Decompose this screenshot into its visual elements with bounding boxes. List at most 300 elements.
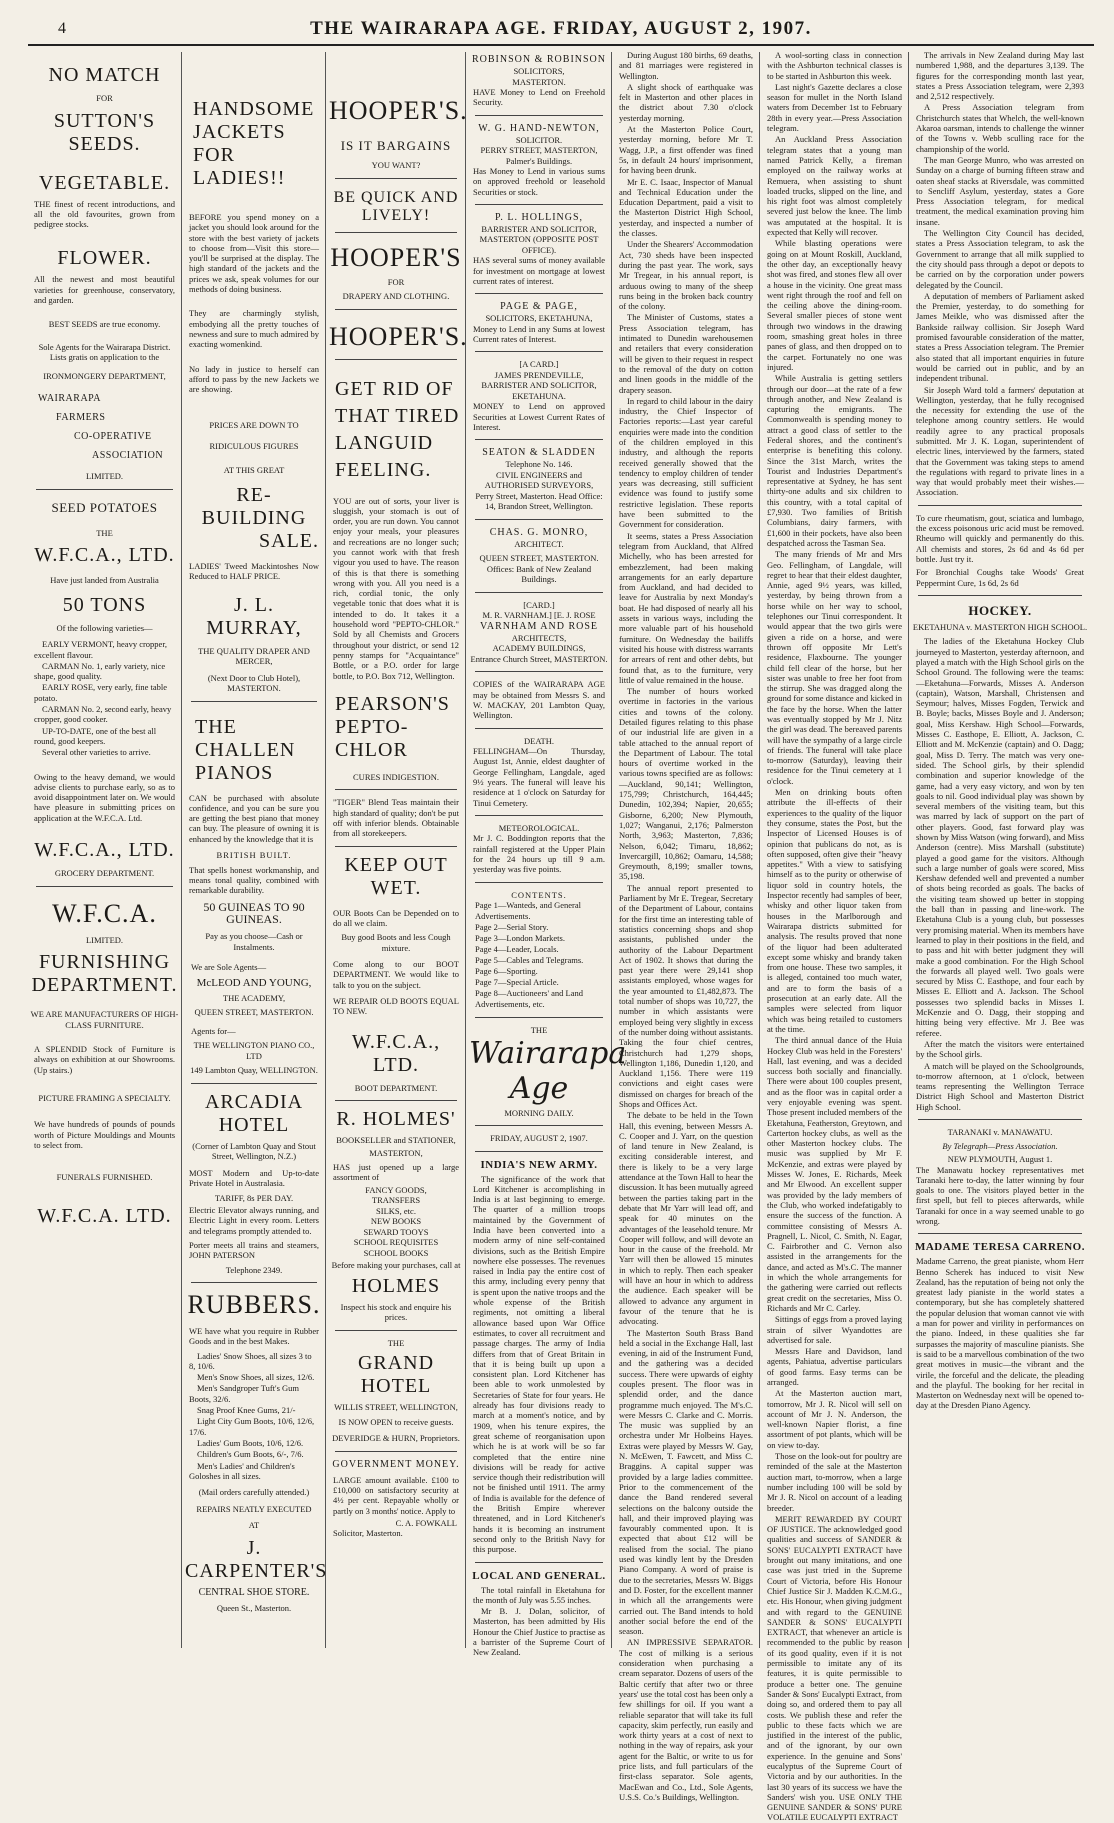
list-item: Men's Snow Shoes, all sizes, 12/6. — [197, 1372, 315, 1383]
ad-heading: J. CARPENTER'S — [185, 1536, 328, 1582]
article-paragraph: The total rainfall in Eketahuna for the month of July was 5.55 inches. — [473, 1584, 605, 1605]
ad-heading: W.F.C.A., LTD. — [34, 839, 175, 862]
divider — [475, 728, 603, 729]
article-paragraph: During August 180 births, 69 deaths, and 81 marriages were registered in Wellington. — [619, 50, 753, 81]
ad-text: HAS just opened up a large assortment of — [333, 1162, 459, 1183]
list-item: Snag Proof Knee Gums, 21/- — [197, 1405, 296, 1416]
hockey-article — [916, 636, 1084, 1112]
newspaper-title: THE WAIRARAPA AGE. FRIDAY, AUGUST 2, 1907. — [310, 18, 812, 39]
ad-text: DRAPERY AND CLOTHING. — [342, 291, 450, 301]
list-item: Page 4—Leader, Locals. — [475, 944, 559, 955]
column-rule — [465, 52, 466, 1648]
divider — [918, 1233, 1082, 1234]
section-heading: METEOROLOGICAL. — [498, 822, 580, 833]
ad-heading: J. L. MURRAY, — [206, 593, 302, 639]
article-paragraph: The ladies of the Eketahuna Hockey Club journeyed to Masterton, yesterday afternoon, and played a match with the High School girls on the School Ground. The following were the teams:—Eketahuna—Forwards, Misses A. Anderson (captain), Watson, Marshall, Christensen and Seymour; halves, Misses Fogden, Terwick and B. Boyle; backs, Misses Boyle and J. Anderson; goal, Miss Kershaw. High School—Forwards, Misses C. Easthope, E. Elliott, A. Jackson, C. Elliott and M. McKenzie (captain) and O. Dagg; goal, Miss D. Terry. The match was very one-sided. The School girls, by their splendid combination and superior knowledge of the game, had a very easy victory, and won by ten goals to nil. Good individual play was shown by several members of the visiting team, but this was marred by lack of support on the part of other players. Good, fast forward play was shown by Miss Watson (wing forward), and Miss Anderson (centre). Miss Marshall (substitute) played a good game for the visitors. Although such a large number of goals were scored, Miss Kershaw defended well and prevented a number of shots being recorded as goals. The backs of the visiting team showed up better in stopping the ball than in passing and line-work. The Eketahuna Club is a young club, but possesses very promising material. When its members have learned to play in their positions in the field, and to pass and hit with better judgment they will make a good combination. For the High School the forwards all played well. Two goals were secured by Miss C. Easthope, and four each by Misses E. Elliott and A. Jackson. The School possesses two splendid backs in Misses I. McKenzie and O. Dagg, their stopping and hitting being very effective. Mr J. Bee was referee. — [916, 636, 1084, 1038]
ad-text: We have hundreds of pounds of pounds worth of Picture Mouldings and Mounts to select from. — [34, 1119, 175, 1151]
government-money-ad — [329, 1459, 463, 1539]
ad-text: TARIFF, 8s PER DAY. — [214, 1192, 294, 1203]
ad-heading: SUTTON'S SEEDS. — [53, 109, 156, 155]
column-5 — [615, 50, 757, 1802]
article-paragraph: The Wellington City Council has decided, states a Press Association telegram, to ask the Government to arrange that all milk supplied to the city should pass through a depot or depots to be carried on by the corporation under powers delegated by the Council. — [916, 228, 1084, 290]
cough-cure-ad: For Bronchial Coughs take Woods' Great Peppermint Cure, 1s 6d, 2s 6d — [916, 567, 1084, 588]
section-heading: DEATH. — [524, 735, 554, 746]
masthead — [28, 18, 1094, 46]
ad-text: SOLICITOR. — [515, 134, 563, 145]
ad-text: AT THIS GREAT — [223, 465, 285, 476]
divider — [335, 178, 457, 179]
article-paragraph: Mr E. C. Isaac, Inspector of Manual and Technical Education under the Education Department, paid a visit to the Masterton District High School, yesterday, and inspected a number of the classes. — [619, 176, 753, 239]
logo-text: FARMERS — [56, 412, 106, 424]
column-1 — [30, 50, 179, 1650]
ad-text: Have just landed from Australia — [50, 575, 159, 586]
ad-text: THE — [96, 527, 113, 538]
ad-text: (Corner of Lambton Quay and Stout Street, Wellington, N.Z.) — [192, 1140, 316, 1162]
ad-text: ARCHITECT. — [514, 538, 564, 549]
article-paragraph: A wool-sorting class in connection with the Ashburton technical classes is to be started in Ashburton this week. — [767, 50, 902, 81]
article-paragraph: The many friends of Mr and Mrs Geo. Fellingham, of Langdale, will regret to hear that their eldest daughter, Annie, aged 9½ years, was killed, yesterday, by being thrown from a horse while on her way to school, telephones our Tinui correspondent. It would appear that the two girls were given a ride on a horse, and were thrown off opposite Mr Lett's residence, Flaxbourne. The younger child fell clear of the horse, but her sister was unable to free her foot from the stirrup. She was dragged along the ground for some distance and kicked in the face by the horse. When the latter was eventually stopped by Mr J. Nitz the girl was dead. The bereaved parents will have the sympathy of a large circle of friends. The funeral will take place to-morrow (Saturday), leaving their residence for the Tinui cemetery at 1 o'clock. — [767, 549, 902, 786]
article-byline: By Telegraph—Press Association. — [942, 1140, 1058, 1151]
ad-heading: FURNISHING DEPARTMENT. — [31, 951, 178, 997]
divider — [335, 846, 457, 847]
ad-text: C. A. FOWKALL — [395, 1517, 457, 1528]
article-text: Mr J. C. Boddington reports that the rainfall registered at the Upper Plain for the 24 hours up till 9 a.m. yesterday was five points. — [473, 833, 605, 875]
divider — [918, 505, 1082, 506]
divider — [475, 592, 603, 593]
ad-text: THE — [387, 1337, 405, 1348]
article-paragraph: An Auckland Press Association telegram states that a young man named Patrick Kelly, a fireman employed on the railway works at Remuera, when assisting to shunt loaded trucks, slipped on the line, and his right foot was almost completely severed just below the knee. The limb was amputated at the hospital. It is expected that Kelly will recover. — [767, 134, 902, 238]
ad-text: [A CARD.] — [519, 359, 559, 370]
challen-pianos-ad — [185, 716, 323, 785]
jackets-ad — [185, 98, 323, 190]
list-item: SCHOOL BOOKS — [363, 1247, 429, 1258]
local-news-continued — [916, 50, 1084, 498]
divider — [335, 1330, 457, 1331]
ad-text: FOR — [387, 276, 405, 287]
ad-text: OUR Boots Can be Depended on to do all we claim. — [333, 907, 459, 928]
ad-text: YOU are out of sorts, your liver is sluggish, your stomach is out of order, you are run down. You cannot enjoy your meals, your pleasures and recreations are no longer such; you cannot work with that fresh vigour you used to have. The reason of this is that there is something wrong with you. All you need is a rich, cordial tonic, the only vegetable tonic that does what it is intended to do. It takes it a household word "PEPTO-CHLOR." Sold by all Chemists and Grocers throughout your district, or send 12 penny stamps for "Acquaintance" Bottle, or a P.O. order for large bottle, to P.O. Box 712, Wellington. — [333, 495, 459, 681]
divider — [475, 671, 603, 672]
ad-text: FUNERALS FURNISHED. — [56, 1172, 153, 1183]
piano-details — [185, 850, 323, 1076]
article-paragraph: After the match the visitors were entertained by the School girls. — [916, 1038, 1084, 1060]
ad-text: CENTRAL SHOE STORE. — [198, 1586, 310, 1598]
wfca-logo — [30, 393, 179, 461]
logo-text: WAIRARAPA — [38, 393, 102, 405]
ad-text: THE ACADEMY, — [222, 992, 286, 1003]
ad-heading: W.F.C.A. LTD. — [37, 1204, 172, 1227]
keep-out-wet-ad — [329, 854, 463, 1094]
ad-heading: THE — [195, 715, 237, 738]
article-heading: TARANAKI v. MANAWATU. — [947, 1127, 1053, 1137]
local-news — [473, 1585, 605, 1658]
ad-text: No lady in justice to herself can afford to pass by the new Jackets we are showing. — [189, 363, 319, 395]
article-paragraph: Madame Carreno, the great pianiste, whom Herr Benno Scherek has induced to visit New Zealand, has the reputation of being not only the greatest lady pianiste in the world states a contemporary, but she has completely shattered the popular delusion that woman cannot vie with a man for power and virility in performances on the piano. Indeed, in these qualities she far surpasses the majority of masculine pianists. She is said to be a marvellous combination of the two great motives in music—the vibrant and the virile, the forceful and the delicate, the pleading and the playful. The booking for her recital in Masterton on Wednesday next will be opened to-day at the Dresden Piano Agency. — [916, 1256, 1084, 1411]
ad-text: Owing to the heavy demand, we would advise clients to purchase early, so as to avoid disappointment later on. We would have pleasure in submitting prices on application at the W.F.C.A. Ltd. — [34, 771, 175, 823]
article-paragraph: The significance of the work that Lord Kitchener is accomplishing in India is at last beginning to emerge. The quarter of a million troops maintained by the Government of India have been converted into a modern army of nine self-contained divisions, such as the British Empire nowhere else possesses. The revenues raised in India pay the entire cost of this army, including every penny that is spent upon the native troops and the whole expense of the British regiments, not omitting a liberal allowance based upon War Office estimates, to cover all recruitment and passage charges. The army of India differs from that of Great Britain in that it is being built up upon a consistent plan. Lord Kitchener has been able to work unmolested by Secretaries of State for four years. He already has four divisions ready to march at a moment's notice, and by 1909, when his tenure expires, the great scheme of reorganisation upon which he is at work will be so far completed that the entire nine divisions will be ready for active service though their redistribution will not be finished until 1911. The army of India is available for the defence of the British Empire wherever threatened, and in Lord Kitchener's hands it is becoming an instrument second only to the British Navy for this purpose. — [473, 1173, 605, 1555]
article-paragraph: The annual report presented to Parliament by Mr E. Tregear, Secretary of the Department of Labour, contains for the first time an interesting table of statistics concerning shops and shop assistants, published under the authority of the Labour Department Act of 1902. It shows that during the past year there were 29,141 shop assistants employed, whose wages for the year amounted to £1,482,873. The total number of shops was 10,727, the number in which assistants were employed being very slightly in excess of the number doing without assistants. Taking the four chief centres, Christchurch had 1,279 shops, Wellington 1,186, Dunedin 1,120, and Auckland 1,156. There were 119 convictions and eight cases were dismissed on charges for breach of the Shops and Offices Act. — [619, 882, 753, 1109]
list-item: Page 2—Serial Story. — [475, 922, 549, 933]
article-paragraph: A Press Association telegram from Christchurch states that Whelch, the well-known Akaroa oarsman, intends to challenge the winner of the Towns v. Webb sculling race for the championship of the world. — [916, 102, 1084, 154]
ad-text: HAVE Money to Lend on Freehold Security. — [473, 87, 605, 108]
list-item: Page 7—Special Article. — [475, 977, 559, 988]
ad-heading: CHAS. G. MONRO, — [489, 526, 589, 538]
column-4 — [469, 50, 627, 1658]
ad-heading: LADIES!! — [193, 167, 286, 189]
ad-text: Telephone No. 146. — [505, 459, 573, 470]
list-item: EARLY ROSE, very early, fine table potato. — [34, 682, 168, 703]
list-item: SCHOOL REQUISITES — [353, 1237, 439, 1248]
rubber-price-list — [189, 1351, 319, 1482]
ad-text: YOU WANT? — [371, 160, 421, 170]
ad-heading: JACKETS — [193, 121, 286, 143]
article-paragraph: MERIT REWARDED BY COURT OF JUSTICE. The acknowledged good qualities and success of SANDER & SONS' EUCALYPTI EXTRACT have brought out many imitations, and one case was just tried in the Supreme Court of Victoria, before His Honour Chief Justice Sir J. Madden K.C.M.G., etc. His Honour, when giving judgment and with regard to the GENUINE SANDER & SONS' EUCALYPTI EXTRACT, that whenever an article is recommended to the public by reason of its good quality, even if it is not permissible to imitate any of its features, it is quite permissible to produce a better one. The genuine Sander & Sons' Eucalypti Extract, from doing so, and ordered them to pay all costs. We publish these and refer the public to these facts which we are justified in the interest of the public, and of the ignorant, by our own experience. In the genuine and Sons' eucalyptus of the Supreme Court of Victoria and by our authorities. In the last 30 years of its success we have the Sanders' wish you. USE ONLY THE GENUINE SANDER & SONS' PURE VOLATILE EUCALYPTI EXTRACT — [767, 1513, 902, 1823]
ad-text: (Next Door to Club Hotel), MASTERTON. — [207, 672, 301, 694]
ad-text: GROCERY DEPARTMENT. — [54, 868, 155, 879]
ad-heading: HOOPER'S. — [329, 96, 468, 125]
ad-heading: JAMES PRENDEVILLE, — [494, 369, 584, 380]
divider — [475, 815, 603, 816]
local-news-continued — [619, 50, 753, 1802]
list-item: CARMAN No. 1, early variety, nice shape, good quality. — [34, 660, 166, 682]
pepto-chlor-ad — [329, 376, 463, 783]
tiger-tea-ad: "TIGER" Blend Teas maintain their high standard of quality; don't be put off with inferior blends. Obtainable from all storekeepers. — [333, 797, 459, 839]
ad-heading: 50 TONS — [62, 593, 147, 616]
ad-text: FOR — [96, 93, 113, 103]
ad-text: CURES INDIGESTION. — [353, 771, 439, 782]
ad-text: Has Money to Lend in various sums on approved freehold or leasehold Securities or stock. — [473, 166, 605, 197]
list-item: Men's Ladies' and Children's Goloshes in all sizes. — [189, 1460, 295, 1481]
ad-text: Inspect his stock and enquire his prices. — [340, 1301, 452, 1323]
rebuilding-sale-ad — [185, 420, 323, 693]
divider — [475, 439, 603, 440]
list-item: Ladies' Snow Shoes, all sizes 3 to 8, 10/6. — [189, 1350, 312, 1371]
ad-text: Of the following varieties— — [56, 622, 153, 633]
divider — [475, 1562, 603, 1563]
list-item: Children's Gum Boots, 6/-, 7/6. — [197, 1449, 304, 1460]
ad-text: SOLICITORS, EKETAHUNA, — [485, 313, 593, 324]
remedy-ad: To cure rheumatism, gout, sciatica and lumbago, the excess poisonous uric acid must be removed. Rheumo will quickly and permanently do this. All chemists and stores, 2s 6d and 4s 6d per bottle. Just try it. — [916, 512, 1084, 564]
ad-text: IRONMONGERY DEPARTMENT, — [43, 370, 166, 381]
article-subheading: EKETAHUNA v. MASTERTON HIGH SCHOOL. — [912, 621, 1088, 632]
ad-heading: KEEP OUT WET. — [344, 853, 448, 899]
ad-text: Pay as you choose—Cash or Instalments. — [205, 931, 303, 952]
ad-text: Money to Lend in any Sums at lowest Current rates of Interest. — [473, 323, 605, 345]
india-article — [473, 1174, 605, 1555]
ad-text: Entrance Church Street, MASTERTON. — [470, 653, 608, 664]
ad-heading: W. G. HAND-NEWTON, — [478, 122, 600, 134]
ad-text: HAS several sums of money available for investment on mortgage at lowest current rates of interest. — [473, 255, 605, 287]
divider — [918, 595, 1082, 596]
divider — [335, 232, 457, 233]
ad-text: BEFORE you spend money on a jacket you should look around for the store with the best variety of jackets to choose from—Visit this store—you'll be surprised at the display. The high standard of the jackets and the prices we ask, speak volumes for our methods of doing business. — [189, 212, 319, 295]
ad-heading: SEATON & SLADDEN — [482, 447, 596, 459]
ad-heading: R. HOLMES' — [336, 1108, 456, 1131]
ad-text: WE REPAIR OLD BOOTS EQUAL TO NEW. — [333, 996, 459, 1017]
ad-text: Queen St., Masterton. — [216, 1602, 292, 1613]
list-item: SEWARD TOOYS — [363, 1226, 429, 1237]
ad-text: PRICES ARE DOWN TO — [209, 420, 299, 431]
ad-heading: RUBBERS. — [187, 1290, 321, 1319]
ad-heading: W.F.C.A., LTD. — [34, 544, 175, 567]
ad-text: We are Sole Agents— — [191, 962, 267, 973]
ad-text: QUEEN STREET, MASTERTON. Offices: Bank of New Zealand Buildings. — [479, 553, 599, 585]
ad-heading: IS IT BARGAINS — [340, 138, 452, 153]
article-paragraph: Those on the look-out for poultry are reminded of the sale at the Masterton auction mart, to-morrow, when a large number including 100 will be sold by Mr J. R. Nicol on account of a leading breeder. — [767, 1451, 902, 1513]
ad-text: M. R. VARNHAM.] [E. J. ROSE — [482, 610, 596, 621]
ad-text: AT — [248, 1520, 260, 1531]
ad-text: MASTERTON. — [512, 76, 566, 87]
ad-text: WE ARE MANUFACTURERS OF HIGH-CLASS FURNITURE. — [30, 1009, 179, 1030]
ad-heading: VEGETABLE. — [38, 171, 171, 194]
nameplate-title: Wairarapa Age — [469, 1035, 627, 1106]
section-heading: LOCAL AND GENERAL. — [472, 1569, 606, 1582]
issue-date: FRIDAY, AUGUST 2, 1907. — [490, 1133, 588, 1144]
ad-heading: HANDSOME — [193, 98, 315, 120]
ad-text: BRITISH BUILT. — [216, 850, 292, 861]
logo-text: ASSOCIATION — [92, 450, 164, 462]
column-rule — [611, 52, 612, 1648]
ad-text: Before making your purchases, call at — [331, 1260, 461, 1271]
ad-heading: RE-BUILDING — [201, 483, 307, 529]
divider — [475, 204, 603, 205]
ad-text: DEVERIDGE & HURN, Proprietors. — [332, 1433, 460, 1444]
divider — [335, 359, 457, 360]
divider — [191, 1282, 317, 1283]
article-paragraph: Mr B. J. Dolan, solicitor, of Masterton, has been admitted by His Honour the Chief Justice to practise as a barrister of the Supreme Court of New Zealand. — [473, 1606, 605, 1658]
article-paragraph: The Masterton South Brass Band held a social in the Exchange Hall, last evening, in aid of the Instrument Fund, and the gathering was a decided success. There were upwards of eighty couples present. The floor was in splendid order, and the dance programme much enjoyed. The M's.C. were Messrs C. Clarke and C. Morris. The music was supplied by an orchestra under Mr Holbeins Hayes. Extras were played by Messrs W. Gay, N. McEwen, T. Fawcett, and Miss C. Braggins. A capital supper was provided by a large ladies committee. Prior to the commencement of the dance the Band rendered several selections on the balcony outside the hall, and their improved playing was favourably commented upon. It is expected that about £12 will be realised from the social. The piano used was kindly lent by the Dresden Piano Company. A word of praise is due to the secretaries, Messrs W. Biggs and D. Foster, for the excellent manner in which all the arrangements were carried out. The Band intends to hold another social before the end of the season. — [619, 1327, 753, 1637]
ad-heading: PEARSON'S PEPTO-CHLOR — [335, 692, 450, 761]
ad-text: Electric Elevator always running, and Electric Light in every room. Letters and telegrams promptly attended to. — [189, 1205, 319, 1236]
list-item: FANCY GOODS, — [365, 1184, 427, 1195]
ad-heading: CHALLEN — [195, 738, 296, 761]
ad-text: CIVIL ENGINEERS and AUTHORISED SURVEYORS, — [484, 469, 594, 491]
logo-text: CO-OPERATIVE — [74, 431, 152, 443]
divider — [36, 489, 173, 490]
list-item: Page 1—Wanteds, and General Advertisements. — [475, 900, 582, 922]
ad-heading: GRAND HOTEL — [357, 1352, 435, 1398]
ad-heading: McLEOD AND YOUNG, — [196, 976, 312, 989]
ad-heading: HOOPER'S — [330, 242, 462, 272]
article-paragraph: The Manawatu hockey representatives met Taranaki here to-day, the latter winning by four goals to one. The visitors played better in the first spell, but fell to pieces afterwards, while Taranaki for once in a way seemed unable to go wrong. — [916, 1164, 1084, 1226]
holmes-ad — [329, 1108, 463, 1323]
list-item: EARLY VERMONT, heavy cropper, excellent flavour. — [34, 639, 167, 660]
article-paragraph: AN IMPRESSIVE SEPARATOR. The cost of milking is a serious consideration when purchasing a cream separator. Dozens of users of the Baltic certify that after two or three years' use the total cost has been only a few shillings for oil. If you want a reliable separator that will take its full capacity, skim perfectly, run easily and work thirty years at a cost of next to nothing in the way of repairs, ask your agent for the Baltic, or write to us for price lists, and full particulars of the first-class separator. Sole agents, MacEwan and Co., Ltd., Sole Agents, U.S.S. Co.'s Buildings, Wellington. — [619, 1637, 753, 1802]
ad-heading: NO MATCH — [48, 64, 161, 86]
article-paragraph: A match will be played on the Schoolgrounds, to-morrow afternoon, at 1 o'clock, between teams representing the Wellington Terrace District High School and Masterton District High School. — [916, 1060, 1084, 1112]
ad-text: IS NOW OPEN to receive guests. — [338, 1416, 454, 1427]
article-heading: MADAME TERESA CARRENO. — [914, 1241, 1085, 1254]
divider — [475, 1017, 603, 1018]
ad-text: 149 Lambton Quay, WELLINGTON. — [190, 1065, 318, 1076]
list-item: Page 5—Cables and Telegrams. — [475, 955, 584, 966]
ad-heading: HOLMES — [351, 1274, 441, 1297]
ad-text: Agents for— — [191, 1025, 236, 1036]
ad-text: THE QUALITY DRAPER AND MERCER, — [198, 645, 310, 667]
ad-text: MASTERTON (OPPOSITE POST OFFICE). — [479, 234, 599, 255]
ad-text: (Mail orders carefully attended.) — [198, 1487, 310, 1498]
article-paragraph: Under the Shearers' Accommodation Act, 730 sheds have been inspected during the past year. The work, says Mr Tregear, in his annual report, is arduous owing to many of the sheep runs being in the broken back country of the colony. — [619, 239, 753, 312]
ad-text: QUEEN STREET, MASTERTON. — [194, 1007, 314, 1018]
ad-text: MOST Modern and Up-to-date Private Hotel in Australasia. — [189, 1167, 319, 1189]
article-paragraph: At the Masterton Police Court, yesterday morning, before Mr T. Wagg, J.P., a first offender was fined 5s, in default 24 hours' imprisonment, for having been drunk. — [619, 124, 753, 176]
column-rule — [759, 52, 760, 1648]
ad-text: LADIES' Tweed Mackintoshes Now Reduced to HALF PRICE. — [189, 560, 319, 582]
ad-heading: GOVERNMENT MONEY. — [332, 1458, 460, 1470]
suttons-seeds-ad — [30, 64, 179, 482]
ad-text: CAN be purchased with absolute confidence, and you can be sure you are getting the best piano that money can buy. The pleasure of owning it is enhanced by the knowledge that it is — [189, 792, 319, 844]
section-heading: HOCKEY. — [968, 602, 1032, 618]
ad-text: [CARD.] — [523, 599, 555, 610]
arcadia-hotel-ad — [185, 1091, 323, 1275]
ad-text: PICTURE FRAMING A SPECIALTY. — [38, 1092, 171, 1103]
ad-text: WILLIS STREET, WELLINGTON, — [334, 1402, 458, 1413]
article-paragraph: The number of hours worked overtime in factories in the various cities and towns of the colony. Detailed figures relating to this phase of our industrial life are given in a table attached to the annual report of the Department of Labour. The total hours of overtime worked in the various towns specified are as follows:—Auckland, 90,141; Wellington, 175,799; Christchurch, 164,445; Dunedin, 102,394; Napier, 20,655; Gisborne, 6,200; New Plymouth, 1,027; Wanganui, 2,176; Palmerston North, 3,963; Masterton, 7,836; Nelson, 6,042; Timaru, 18,862; Invercargill, 10,862; Oamaru, 14,588; Greymouth, 8,199; smaller towns, 35,198. — [619, 686, 753, 882]
ad-text: ACADEMY BUILDINGS, — [492, 643, 586, 654]
divider — [475, 1151, 603, 1152]
ad-text: They are charmingly stylish, embodying all the pretty touches of newness and sure to much admired by exacting womenkind. — [189, 308, 319, 350]
paper-nameplate — [469, 1025, 627, 1171]
ad-heading: PIANOS — [195, 761, 274, 784]
article-paragraph: The debate to be held in the Town Hall, this evening, between Messrs A. C. Cooper and J. Yarr, on the question of land tenure in New Zealand, is exciting considerable interest, and there is likely to be a very large attendance at the Town Hall to hear the discussion. It has been mutually agreed between the parties taking part in the debate that Mr Yarr will lead off, and speak for 40 minutes on the advantages of the leasehold tenure. Mr Cooper will follow, and will devote an hour in the cause of the freehold. Mr Yarr will then be allowed 15 minutes in which to reply. Then each speaker will have an hour in which to address the audience. Each speaker will be allowed to advance any argument in favour of the tenure that he is advocating. — [619, 1110, 753, 1327]
article-paragraph: While Australia is getting settlers through our door—at the rate of a few through another, and New Zealand is capturing the emigrants. The Commonwealth is spending money to attract a good class of settler to the Federal shores, and the continent's enterprise is benefiting this colony. Since the 31st March, writes the Tourist and Industries Department's representative at Sydney, he has sent thirty-one adults and six children to this country, with a total capital of £7,930. Two families of British Columbians, dairy farmers, with £1,600 in their pockets, have also been despatched across the Tasman Sea. — [767, 373, 902, 548]
hoopers-ad — [329, 96, 468, 352]
ad-text: That spells honest workmanship, and means tonal quality, combined with remarkable durability. — [189, 864, 319, 896]
ad-text: RIDICULOUS FIGURES — [209, 440, 299, 451]
ad-text: ARCHITECTS, — [511, 632, 567, 643]
divider — [475, 115, 603, 116]
article-paragraph: Men on drinking bouts often attribute the ill-effects of their experiences to the quality of the liquor they consume, states the Post, but the Inspector of Licensed Houses is of opinion that publicans do not, as is often supposed, often give their "heavy appetites." With a view to satisfying himself as to the purity or otherwise of liquor sold in country hotels, the Inspector recently had samples of beer, whisky and other liquor taken from houses in the Marlborough and Wairarapa districts submitted for analysis. The results proved that none of the liquor had been adulterated except some whisky and brandy taken from one house. These two samples, it is alleged, contained too much water, and are to form the basis of a prosecution at an early date. All the samples were selected from liquor which was being retailed to customers at the time. — [767, 787, 902, 1034]
furnishing-ad — [30, 899, 179, 1228]
ad-text: Buy good Boots and less Cough mixture. — [341, 932, 451, 953]
divider — [475, 293, 603, 294]
ad-heading: W.F.C.A., LTD. — [351, 1030, 441, 1076]
variety-list — [34, 639, 175, 757]
ad-text: A SPLENDID Stock of Furniture is always on exhibition at our Showrooms. (Up stairs.) — [34, 1044, 175, 1075]
list-item: SILKS, etc. — [376, 1205, 416, 1216]
ad-text: THE WELLINGTON PIANO CO., LTD — [193, 1040, 315, 1061]
divider — [335, 1451, 457, 1452]
column-6 — [763, 50, 906, 1823]
divider — [918, 1119, 1082, 1120]
rubbers-ad — [185, 1290, 328, 1613]
ad-text: MASTERTON, — [369, 1147, 423, 1158]
ad-text: Perry Street, Masterton. Head Office: 14, Brandon Street, Wellington. — [475, 490, 603, 512]
divider — [191, 1083, 317, 1084]
ad-heading: ROBINSON & ROBINSON — [471, 54, 606, 65]
ad-text: MONEY to Lend on approved Securities at Lowest Current Rates of Interest. — [473, 401, 605, 433]
ad-heading: P. L. HOLLINGS, — [494, 211, 584, 223]
section-heading: CONTENTS. — [511, 889, 567, 900]
list-item: Several other varieties to arrive. — [42, 747, 151, 758]
list-item: TRANSFERS — [371, 1195, 421, 1206]
column-3 — [329, 50, 468, 1650]
article-paragraph: A slight shock of earthquake was felt in Masterton and other places in the district about 7.30 o'clock yesterday morning. — [619, 81, 753, 123]
ad-text: BEST SEEDS are true economy. — [48, 319, 161, 330]
list-item: Page 6—Sporting. — [475, 966, 538, 977]
ad-text: REPAIRS NEATLY EXECUTED — [196, 1503, 312, 1514]
article-heading: INDIA'S NEW ARMY. — [480, 1158, 598, 1171]
ad-text: BARRISTER AND SOLICITOR, EKETAHUNA. — [481, 380, 597, 401]
ad-heading: W.F.C.A. — [52, 898, 157, 928]
ad-heading: VARNHAM AND ROSE — [479, 620, 599, 632]
ad-text: Porter meets all trains and steamers, JOHN PATERSON — [189, 1239, 319, 1261]
death-notice: FELLINGHAM—On Thursday, August 1st, Annie, eldest daughter of George Fellingham, Langdale, aged 9½ years. The funeral will leave his residence at 1 o'clock on Saturday for Tinui Cemetery. — [473, 746, 605, 808]
divider — [36, 886, 173, 887]
ad-heading: BE QUICK AND LIVELY! — [333, 188, 459, 224]
page-number: 4 — [58, 20, 66, 37]
divider — [475, 1125, 603, 1126]
nameplate-text: MORNING DAILY. — [504, 1107, 574, 1118]
article-paragraph: Messrs Hare and Davidson, land agents, Pahiatua, advertise particulars of good farms. Easy terms can be arranged. — [767, 1346, 902, 1387]
divider — [475, 882, 603, 883]
ad-text: Sole Agents for the Wairarapa District. Lists gratis on application to the — [38, 341, 171, 363]
ad-heading: GET RID OF THAT TIRED LANGUID FEELING. — [335, 377, 460, 481]
list-item: CARMAN No. 2, second early, heavy cropper, good cooker. — [34, 704, 172, 725]
ad-heading: SALE. — [259, 529, 319, 552]
ad-text: BARRISTER AND SOLICITOR, — [481, 223, 597, 234]
article-paragraph: While blasting operations were going on at Mount Roskill, Auckland, the other day, an exceptionally heavy shot was fired, and stones flew all over a house in the vicinity. One great mass went right through the roof and fell on the ceiling above the dining-room. Several smaller pieces of stone went through two windows in the drawing room, smashing great holes in three panes of glass, and then dropped on to the carpet. Fortunately no one was injured. — [767, 238, 902, 372]
ad-heading: PAGE & PAGE, — [500, 301, 578, 313]
ad-text: LIMITED. — [85, 934, 124, 945]
list-item: Ladies' Gum Boots, 10/6, 12/6. — [197, 1437, 304, 1448]
article-paragraph: The man George Munro, who was arrested on Sunday on a charge of burning fifteen straw and oaten sheaf stacks at Riversdale, was committed to Sencliff Asylum, yesterday, states a Gore Press Association telegram, for medical treatment, the medical examination proving him insane. — [916, 154, 1084, 227]
list-item: Light City Gum Boots, 10/6, 12/6, 17/6. — [189, 1416, 315, 1437]
divider — [335, 309, 457, 310]
grand-hotel-ad — [329, 1338, 463, 1444]
list-item: NEW BOOKS — [370, 1216, 422, 1227]
article-paragraph: The third annual dance of the Huia Hockey Club was held in the Foresters' Hall, last evening, and was a decided success both socially and financially. There were about 100 couples present, and as the floor was in capital order a very enjoyable evening was spent. Those present included members of the Eketahuna, Featherston, Greytown, and Carterton hockey clubs, as well as the other Masterton hockey clubs. The music was supplied by Mr F. McKenzie, and extras were played by Misses W. Jones, E. Richards, Meek and Mr Elwood. An excellent supper was provided by the lady members of the Club, who worked indefatigably to ensure the success of the function. A committee consisting of Messrs A. Pragnell, L. Nicol, C. Smith, N. Eagar, C. Fairbrother and C. Vernon also assisted in the arrangements for the dance, and acted as M's.C. The manner in which the whole arrangements for the gathering were carried out reflects great credit on the secretaries, Miss O. Richards and Mr C. Carley. — [767, 1035, 902, 1313]
list-item: Page 8—Auctioneers' and Land Advertisements, etc. — [475, 988, 583, 1010]
seed-potatoes-ad — [30, 500, 179, 879]
article-paragraph: The arrivals in New Zealand during May last numbered 1,988, and the departures 3,139. The figures for the corresponding month last year, states a Press Association telegram, were 2,393 and 2,512 respectively. — [916, 50, 1084, 102]
local-news-continued — [767, 50, 902, 1823]
divider — [475, 351, 603, 352]
article-paragraph: At the Masterton auction mart, tomorrow, Mr J. R. Nicol will sell on account of Mr J. N. Anderson, the well-known Napier florist, a fine assortment of pot plants, which will be on view to-day. — [767, 1388, 902, 1450]
list-item: Page 3—London Markets. — [475, 933, 565, 944]
contents-list — [475, 900, 603, 1010]
ad-text: Come along to our BOOT DEPARTMENT. We would like to talk to you on the subject. — [333, 959, 459, 990]
article-paragraph: Sittings of eggs from a proved laying strain of silver Wyandottes are advertised for sale. — [767, 1314, 902, 1345]
article-paragraph: A deputation of members of Parliament asked the Premier, yesterday, to do something for James Meikle, who was dismissed after the Bankside railway collision. Sir Joseph Ward promised favourable consideration of the matter, states a Press Association telegram. The Premier also stated that all important enquiries in future would be carried out in public, and by an independent tribunal. — [916, 290, 1084, 384]
ad-heading: SEED POTATOES — [51, 499, 158, 515]
column-2 — [185, 50, 328, 1650]
ad-text: WE have what you require in Rubber Goods and in the best Makes. — [189, 1326, 319, 1347]
ad-text: BOOKSELLER and STATIONER, — [336, 1135, 456, 1146]
solicitors-ads — [469, 54, 609, 672]
article-paragraph: The Minister of Customs, states a Press Association telegram, has intimated to Dunedin warehousemen and retailers that every consideration will be given to their request in respect to the removal of the duty on cotton and linen goods in the middle of the drapery season. — [619, 312, 753, 395]
ad-text: LIMITED. — [85, 471, 124, 482]
ad-text: Telephone 2349. — [225, 1264, 283, 1275]
ad-text: Solicitor, Masterton. — [333, 1528, 403, 1539]
ad-text: BOOT DEPARTMENT. — [354, 1082, 438, 1093]
list-item: UP-TO-DATE, one of the best all round, good keepers. — [34, 725, 157, 746]
divider — [475, 519, 603, 520]
column-rule — [325, 52, 326, 1648]
list-item: Men's Sandgroper Tuft's Gum Boots, 32/6. — [189, 1383, 299, 1404]
ad-text: SOLICITORS, — [513, 66, 565, 76]
ad-heading: FLOWER. — [57, 247, 152, 270]
ad-heading: ARCADIA HOTEL — [204, 1090, 304, 1136]
ad-text: All the newest and most beautiful varieties for greenhouse, conservatory, and garden. — [34, 274, 175, 305]
goods-list — [329, 1185, 463, 1259]
divider — [335, 1100, 457, 1101]
ad-heading: HOOPER'S. — [329, 321, 468, 351]
article-paragraph: In regard to child labour in the dairy industry, the Chief Inspector of Factories reports:—Last year careful enquiries were made into the condition of the children employed in this industry, and although the reports received generally showed that the tendency to employ children of tender years was decreasing, still sufficient evidence was found to justify some restrictive legislation. These reports have been submitted to the Government for consideration. — [619, 395, 753, 530]
divider — [335, 789, 457, 790]
ad-text: LARGE amount available. £100 to £10,000 on satisfactory security at 4½ per cent. Repayable wholly or partly on 3 months' notice. Apply to — [333, 1474, 459, 1516]
article-paragraph: It seems, states a Press Association telegram from Auckland, that Alfred Michelly, who has been arrested for embezzlement, had been making arrangements for an early departure from Auckland, and had decided to leave for Australia by next Monday's boat. He had disposed of nearly all his assets in various ways, including the more valuable part of his household furniture. On Wednesday the bailiffs visited his house with distress warrants for arrears of rent and other debts, but found that, as to the furniture, very little of value remained in the house. — [619, 530, 753, 685]
